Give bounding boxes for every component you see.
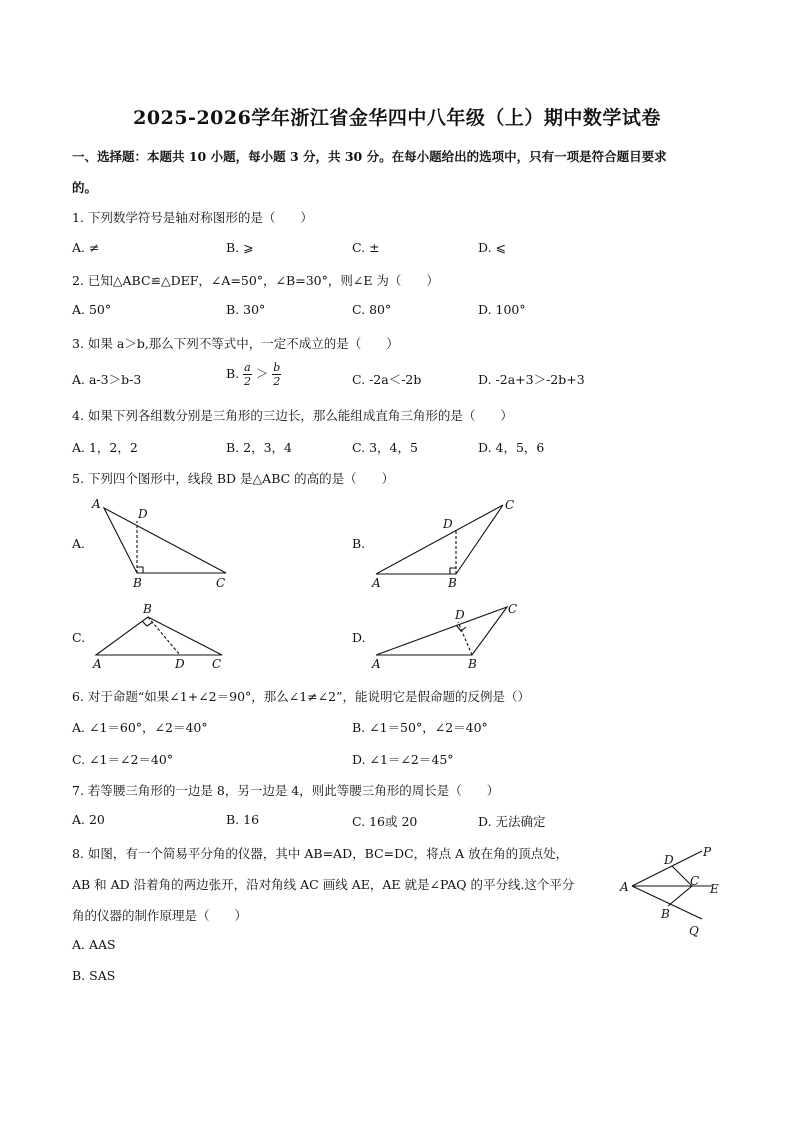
section-heading-line1: 一、选择题：本题共 10 小题，每小题 3 分，共 30 分。在每小题给出的选项中，只有一项是符合题目要求 [72, 149, 667, 164]
q5-option-a: A. [72, 536, 86, 551]
q2-stem: 2. 已知△ABC≌△DEF，∠A=50°，∠B=30°，则∠E 为（ ） [72, 273, 439, 288]
q2-option-c: C. 80° [352, 302, 392, 317]
q4-stem: 4. 如果下列各组数分别是三角形的三边长，那么能组成直角三角形的是（ ） [72, 408, 513, 423]
q4-option-c: C. 3，4，5 [352, 440, 418, 455]
q1-option-a: A. ≠ [72, 240, 100, 255]
q8-label-d: D [664, 853, 674, 867]
q8-stem-line3: 角的仪器的制作原理是（ ） [72, 908, 248, 923]
q5-option-b: B. [352, 536, 366, 551]
q6-option-b: B. ∠1＝50°，∠2＝40° [352, 720, 488, 735]
q5-b-label-c: C [505, 498, 515, 512]
q2-option-a: A. 50° [72, 302, 112, 317]
q5-b-label-d: D [443, 517, 453, 531]
q5-a-label-b: B [133, 576, 142, 590]
q7-option-a: A. 20 [72, 812, 105, 827]
q5-figure-b [376, 505, 503, 574]
q3-option-d: D. -2a+3＞-2b+3 [478, 372, 585, 387]
q5-d-label-d: D [455, 608, 465, 622]
q2-option-b: B. 30° [226, 302, 266, 317]
q5-b-label-b: B [448, 576, 457, 590]
q8-option-a: A. AAS [72, 937, 116, 952]
q3-frac-b: $\frac{b}{2}$ [273, 361, 281, 388]
q3-stem: 3. 如果 a＞b,那么下列不等式中，一定不成立的是（ ） [72, 336, 399, 351]
q5-figure-d [376, 607, 507, 655]
q7-option-c: C. 16或 20 [352, 814, 418, 829]
q3-frac-op: ＞ [255, 366, 269, 381]
q5-figure-a [104, 508, 226, 573]
q1-option-d: D. ⩽ [478, 240, 506, 255]
q5-c-label-a: A [93, 657, 102, 671]
q8-label-e: E [710, 882, 719, 896]
section-heading-line2: 的。 [72, 180, 98, 195]
q5-c-label-b: B [143, 602, 152, 616]
q5-figure-c [96, 617, 222, 655]
q3-frac-a: $\frac{a}{2}$ [243, 361, 251, 388]
q5-c-label-d: D [175, 657, 185, 671]
q3-option-a: A. a-3＞b-3 [72, 372, 142, 387]
q5-stem: 5. 下列四个图形中，线段 BD 是△ABC 的高的是（ ） [72, 471, 395, 486]
q5-a-label-a: A [92, 497, 101, 511]
q6-option-c: C. ∠1＝∠2＝40° [72, 752, 174, 767]
q6-option-a: A. ∠1＝60°，∠2＝40° [72, 720, 208, 735]
q4-option-a: A. 1，2，2 [72, 440, 138, 455]
q8-label-b: B [661, 907, 670, 921]
q5-c-label-c: C [212, 657, 222, 671]
q6-stem: 6. 对于命题“如果∠1+∠2＝90°，那么∠1≠∠2”，能说明它是假命题的反例是（） [72, 689, 530, 704]
q8-label-c: C [690, 874, 700, 888]
q3-option-c: C. -2a＜-2b [352, 372, 422, 387]
q5-a-label-c: C [216, 576, 226, 590]
q5-b-label-a: A [372, 576, 381, 590]
q8-label-p: P [703, 845, 712, 859]
q7-stem: 7. 若等腰三角形的一边是 8，另一边是 4，则此等腰三角形的周长是（ ） [72, 783, 500, 798]
q1-option-c: C. ± [352, 240, 380, 255]
q8-stem-line1: 8. 如图，有一个简易平分角的仪器，其中 AB=AD，BC=DC，将点 A 放在角的顶点处， [72, 846, 569, 861]
q8-label-q: Q [689, 924, 699, 938]
q5-d-label-c: C [508, 602, 518, 616]
q4-option-b: B. 2，3，4 [226, 440, 292, 455]
q6-option-d: D. ∠1＝∠2＝45° [352, 752, 454, 767]
q4-option-d: D. 4，5，6 [478, 440, 545, 455]
q1-option-b: B. ⩾ [226, 240, 254, 255]
q5-option-d: D. [352, 630, 366, 645]
q8-option-b: B. SAS [72, 968, 116, 983]
q1-stem: 1. 下列数学符号是轴对称图形的是（ ） [72, 210, 313, 225]
q3-option-b-label: B. [226, 366, 240, 381]
q8-label-a: A [620, 880, 629, 894]
q2-option-d: D. 100° [478, 302, 526, 317]
q8-stem-line2: AB 和 AD 沿着角的两边张开，沿对角线 AC 画线 AE，AE 就是∠PAQ 的平分线.这个平分 [72, 877, 575, 892]
q5-d-label-b: B [468, 657, 477, 671]
q5-d-label-a: A [372, 657, 381, 671]
q5-option-c: C. [72, 630, 86, 645]
q5-a-label-d: D [138, 507, 148, 521]
q7-option-d: D. 无法确定 [478, 814, 546, 829]
page-title: 2025-2026学年浙江省金华四中八年级（上）期中数学试卷 [133, 107, 661, 129]
q7-option-b: B. 16 [226, 812, 260, 827]
